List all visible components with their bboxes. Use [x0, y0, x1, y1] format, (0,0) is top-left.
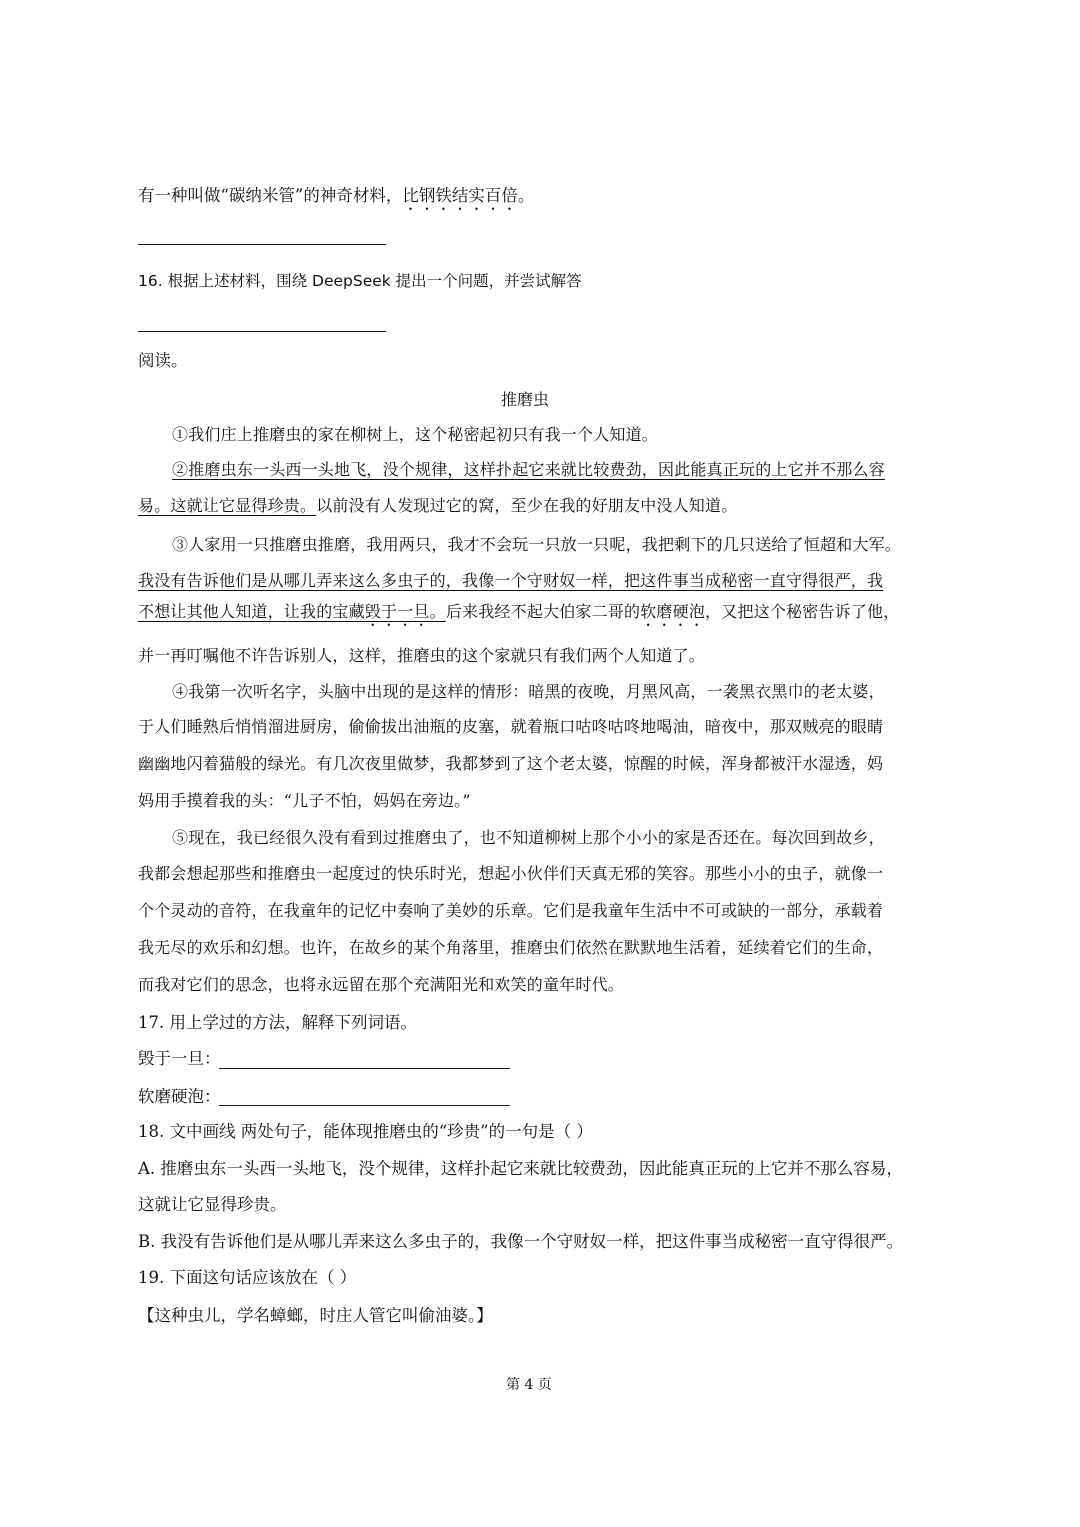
paragraph-3-line-3: [138, 601, 899, 630]
q17-word-2: 软磨硬泡：: [138, 1087, 221, 1106]
paragraph-2-rest: 以前没有人发现过它的窝，至少在我的好朋友中没人知道。: [316, 496, 738, 515]
paragraph-4-line-3: 幽幽地闪着猫般的绿光。有几次夜里做梦，我都梦到了这个老太婆，惊醒的时候，浑身都被汗水湿透，妈: [138, 754, 884, 773]
paragraph-3-rest-1: 后来我经不起大伯家二哥的: [445, 602, 641, 621]
answer-blank-17b[interactable]: [219, 1105, 510, 1106]
underlined-sentence-a: 易。这就让它显得珍贵。: [138, 496, 317, 515]
paragraph-3-line-1: ③人家用一只推磨虫推磨，我用两只，我才不会玩一只放一只呢，我把剩下的几只送给了恒超和大军。: [172, 535, 902, 554]
question-17: 17. 用上学过的方法，解释下列词语。: [138, 1013, 417, 1032]
paragraph-1: ①我们庄上推磨虫的家在柳树上，这个秘密起初只有我一个人知道。: [172, 425, 659, 444]
paragraph-5-line-1: ⑤现在，我已经很久没有看到过推磨虫了，也不知道柳树上那个小小的家是否还在。每次回到故乡，: [172, 828, 885, 847]
word-huiyuyidan: 毁于一旦: [364, 602, 430, 621]
question-19: 19. 下面这句话应该放在（ ）: [138, 1268, 357, 1287]
paragraph-4-line-4: 妈用手摸着我的头：“儿子不怕，妈妈在旁边。”: [138, 791, 471, 810]
question-18: 18. 文中画线 两处句子，能体现推磨虫的“珍贵”的一句是（ ）: [138, 1122, 593, 1141]
answer-blank-16[interactable]: [138, 331, 386, 332]
paragraph-5-line-4: 我无尽的欢乐和幻想。也许，在故乡的某个角落里，推磨虫们依然在默默地生活着，延续着它们的生命，: [138, 938, 884, 957]
q18-option-a-line-2[interactable]: 这就让它显得珍贵。: [138, 1195, 287, 1214]
carbon-suffix: 。: [517, 186, 535, 205]
paragraph-5-line-3: 个个灵动的音符，在我童年的记忆中奏响了美妙的乐章。它们是我童年生活中不可或缺的一部分，承载着: [138, 901, 884, 920]
underline-period: 。: [429, 602, 446, 621]
page-number: 第 4 页: [506, 1377, 552, 1393]
paragraph-4-line-2: 于人们睡熟后悄悄溜进厨房，偷偷拔出油瓶的皮塞，就着瓶口咕咚咕咚地喝油，暗夜中，那双贼亮的眼睛: [138, 717, 884, 736]
underlined-sentence-b-end: 不想让其他人知道，让我的宝藏: [138, 602, 365, 621]
q17-word-1: 毁于一旦：: [138, 1049, 221, 1068]
paragraph-3-line-2: 我没有告诉他们是从哪儿弄来这么多虫子的，我像一个守财奴一样，把这件事当成秘密一直守得很严，我: [138, 571, 884, 590]
answer-blank-15[interactable]: [138, 244, 386, 245]
paragraph-3-rest-2: ，又把这个秘密告诉了他，: [705, 602, 900, 621]
paragraph-3-line-4: 并一再叮嘱他不许告诉别人，这样，推磨虫的这个家就只有我们两个人知道了。: [138, 646, 706, 665]
carbon-emphasis: 比钢铁结实百倍: [402, 186, 518, 205]
word-ruanmoyingpao: 软磨硬泡: [640, 602, 706, 621]
paragraph-2-line-1: ②推磨虫东一头西一头地飞，没个规律，这样扑起它来就比较费劲，因此能真正玩的上它并不那么容: [172, 460, 885, 479]
carbon-sentence: [138, 185, 534, 214]
article-title: 推磨虫: [501, 390, 550, 409]
q18-option-b[interactable]: B. 我没有告诉他们是从哪儿弄来这么多虫子的，我像一个守财奴一样，把这件事当成秘密一直守得很严。: [138, 1232, 904, 1251]
q19-quote: 【这种虫儿，学名蟑螂，时庄人管它叫偷油婆。】: [138, 1306, 493, 1325]
q18-option-a-line-1[interactable]: A. 推磨虫东一头西一头地飞，没个规律，这样扑起它来就比较费劲，因此能真正玩的上它并不那么容易，: [138, 1159, 903, 1178]
paragraph-5-line-5: 而我对它们的思念，也将永远留在那个充满阳光和欢笑的童年时代。: [138, 975, 625, 994]
question-16: 16. 根据上述材料，围绕 DeepSeek 提出一个问题，并尝试解答: [138, 272, 582, 290]
answer-blank-17a[interactable]: [219, 1068, 510, 1069]
read-label: 阅读。: [138, 351, 188, 370]
paragraph-2-line-2: [138, 495, 737, 517]
paragraph-5-line-2: 我都会想起那些和推磨虫一起度过的快乐时光，想起小伙伴们天真无邪的笑容。那些小小的虫子，就像一: [138, 864, 884, 883]
carbon-prefix: 有一种叫做“碳纳米管”的神奇材料，: [138, 186, 403, 205]
paragraph-4-line-1: ④我第一次听名字，头脑中出现的是这样的情形：暗黑的夜晚，月黑风高，一袭黑衣黑巾的老太婆，: [172, 682, 885, 701]
